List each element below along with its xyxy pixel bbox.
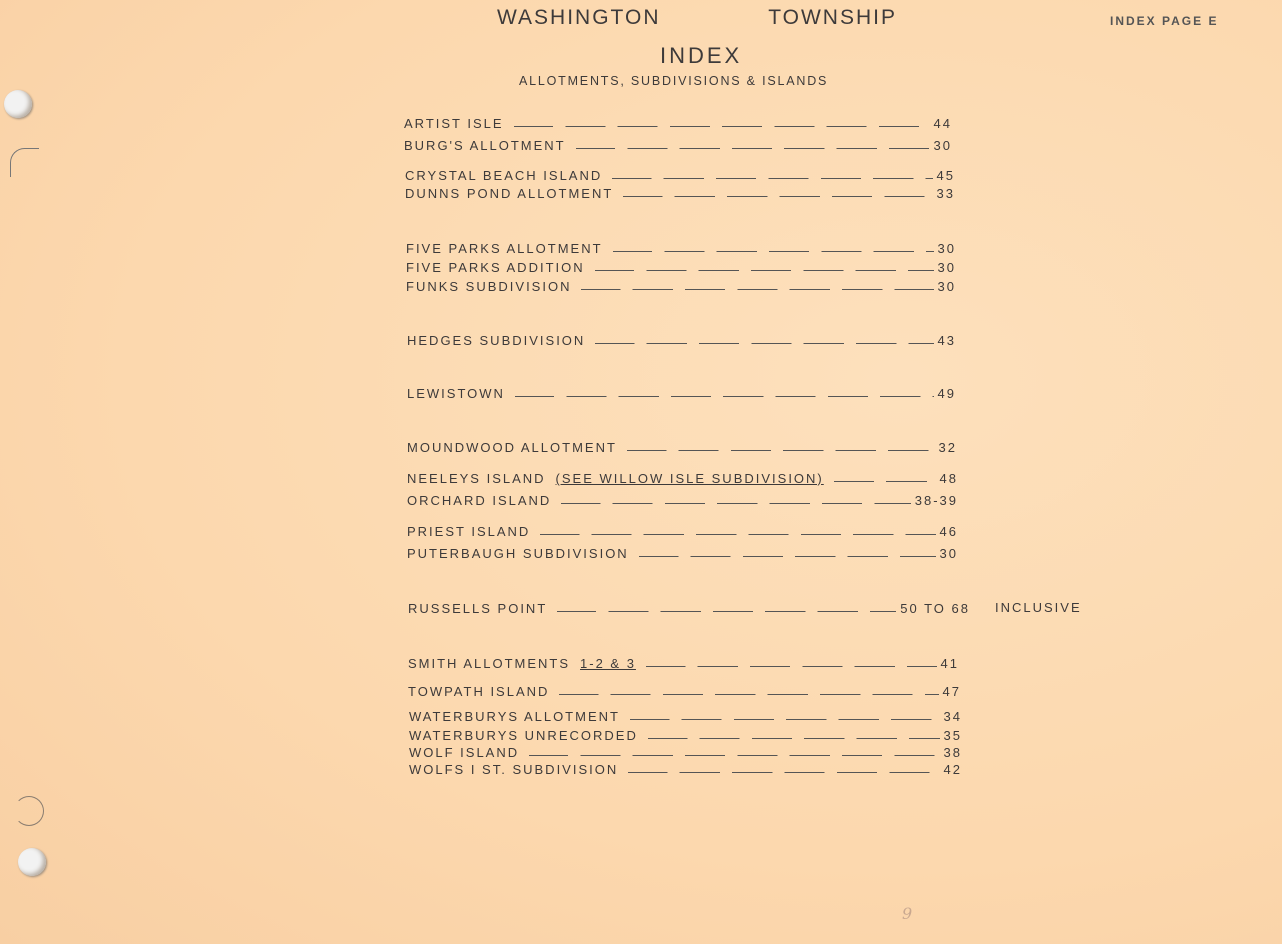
entry-page: 48 bbox=[939, 471, 958, 486]
leader-line bbox=[612, 178, 932, 179]
index-entry bbox=[407, 546, 958, 561]
leader-line bbox=[595, 343, 933, 344]
leader-line bbox=[623, 196, 932, 197]
entry-page: 44 bbox=[933, 116, 952, 131]
index-subtitle: ALLOTMENTS, SUBDIVISIONS & ISLANDS bbox=[519, 74, 829, 88]
entry-name: WOLF ISLAND bbox=[409, 745, 520, 760]
entry-name: BURG'S ALLOTMENT bbox=[404, 138, 566, 153]
entry-name: TOWPATH ISLAND bbox=[408, 684, 550, 699]
binding-mark bbox=[10, 148, 39, 177]
punch-hole-outline bbox=[14, 796, 44, 826]
entry-page: 47 bbox=[942, 684, 961, 699]
entry-name: DUNNS POND ALLOTMENT bbox=[405, 186, 614, 201]
entry-extra bbox=[995, 600, 1082, 615]
entry-name: WATERBURYS UNRECORDED bbox=[409, 728, 638, 743]
leader-line bbox=[514, 126, 930, 127]
index-heading: INDEX bbox=[660, 43, 743, 68]
entry-name: LEWISTOWN bbox=[407, 386, 505, 401]
index-entry bbox=[407, 524, 958, 539]
entry-page: 42 bbox=[943, 762, 962, 777]
leader-line bbox=[561, 503, 910, 504]
entry-name: RUSSELLS POINT bbox=[408, 601, 548, 616]
entry-name: ARTIST ISLE bbox=[404, 116, 504, 131]
page-reference: INDEX PAGE E bbox=[1110, 14, 1219, 28]
page-title bbox=[497, 6, 897, 30]
index-entry bbox=[408, 684, 961, 699]
title-left: WASHINGTON bbox=[497, 6, 661, 29]
entry-note: 1-2 & 3 bbox=[580, 656, 636, 671]
entry-name: HEDGES SUBDIVISION bbox=[407, 333, 586, 348]
entry-page: 30 bbox=[937, 279, 956, 294]
inclusive-label: INCLUSIVE bbox=[995, 600, 1082, 615]
entry-page: 30 bbox=[939, 546, 958, 561]
leader-line bbox=[515, 396, 934, 397]
index-entry bbox=[405, 186, 955, 201]
entry-page: 34 bbox=[943, 709, 962, 724]
leader-line bbox=[540, 534, 935, 535]
index-entry bbox=[407, 471, 958, 486]
entry-page: 32 bbox=[938, 440, 957, 455]
index-entry bbox=[406, 260, 956, 275]
entry-name: FIVE PARKS ALLOTMENT bbox=[406, 241, 603, 256]
entry-page: 46 bbox=[939, 524, 958, 539]
leader-line bbox=[648, 738, 940, 739]
index-entry bbox=[407, 333, 956, 348]
leader-line bbox=[576, 148, 930, 149]
entry-page: 30 bbox=[933, 138, 952, 153]
index-entry bbox=[407, 493, 958, 508]
leader-line bbox=[581, 289, 933, 290]
index-entry bbox=[405, 168, 955, 183]
entry-page: 35 bbox=[943, 728, 962, 743]
index-entry bbox=[406, 241, 956, 256]
leader-line bbox=[630, 719, 940, 720]
entry-name: WATERBURYS ALLOTMENT bbox=[409, 709, 620, 724]
leader-line bbox=[529, 755, 939, 756]
entry-page: 30 bbox=[937, 260, 956, 275]
index-entry bbox=[404, 138, 952, 153]
leader-line bbox=[613, 251, 934, 252]
leader-line bbox=[557, 611, 896, 612]
leader-line bbox=[646, 666, 937, 667]
entry-name: CRYSTAL BEACH ISLAND bbox=[405, 168, 603, 183]
pencil-mark: 9 bbox=[902, 904, 913, 923]
entry-note: (SEE WILLOW ISLE SUBDIVISION) bbox=[555, 471, 824, 486]
index-entry bbox=[407, 386, 956, 401]
entry-page: 45 bbox=[936, 168, 955, 183]
entry-page: 50 TO 68 bbox=[900, 601, 970, 616]
index-entry bbox=[404, 116, 952, 131]
entry-name: NEELEYS ISLAND bbox=[407, 471, 546, 486]
punch-hole bbox=[4, 90, 32, 118]
entry-page: 43 bbox=[937, 333, 956, 348]
index-entry bbox=[407, 440, 957, 455]
entry-name: SMITH ALLOTMENTS bbox=[408, 656, 571, 671]
entry-name: FUNKS SUBDIVISION bbox=[406, 279, 572, 294]
title-right: TOWNSHIP bbox=[768, 6, 897, 29]
index-entry bbox=[409, 762, 962, 777]
entry-name: WOLFS I ST. SUBDIVISION bbox=[409, 762, 619, 777]
index-entry bbox=[409, 745, 962, 760]
entry-name: MOUNDWOOD ALLOTMENT bbox=[407, 440, 617, 455]
entry-page: 38 bbox=[943, 745, 962, 760]
entry-name: PRIEST ISLAND bbox=[407, 524, 531, 539]
leader-line bbox=[628, 772, 939, 773]
leader-line bbox=[639, 556, 936, 557]
entry-page: 49 bbox=[937, 386, 956, 401]
leader-line bbox=[627, 450, 935, 451]
leader-line bbox=[595, 270, 934, 271]
index-entry bbox=[408, 601, 970, 616]
leader-line bbox=[559, 694, 938, 695]
entry-name: FIVE PARKS ADDITION bbox=[406, 260, 585, 275]
entry-name: ORCHARD ISLAND bbox=[407, 493, 552, 508]
leader-line bbox=[834, 481, 936, 482]
punch-hole bbox=[18, 848, 46, 876]
entry-name: PUTERBAUGH SUBDIVISION bbox=[407, 546, 629, 561]
entry-page: 30 bbox=[937, 241, 956, 256]
entry-page: 38-39 bbox=[914, 493, 958, 508]
index-entry bbox=[409, 709, 962, 724]
entry-page: 33 bbox=[936, 186, 955, 201]
index-entry bbox=[409, 728, 962, 743]
entry-page: 41 bbox=[940, 656, 959, 671]
index-entry bbox=[408, 656, 959, 671]
index-entry bbox=[406, 279, 956, 294]
